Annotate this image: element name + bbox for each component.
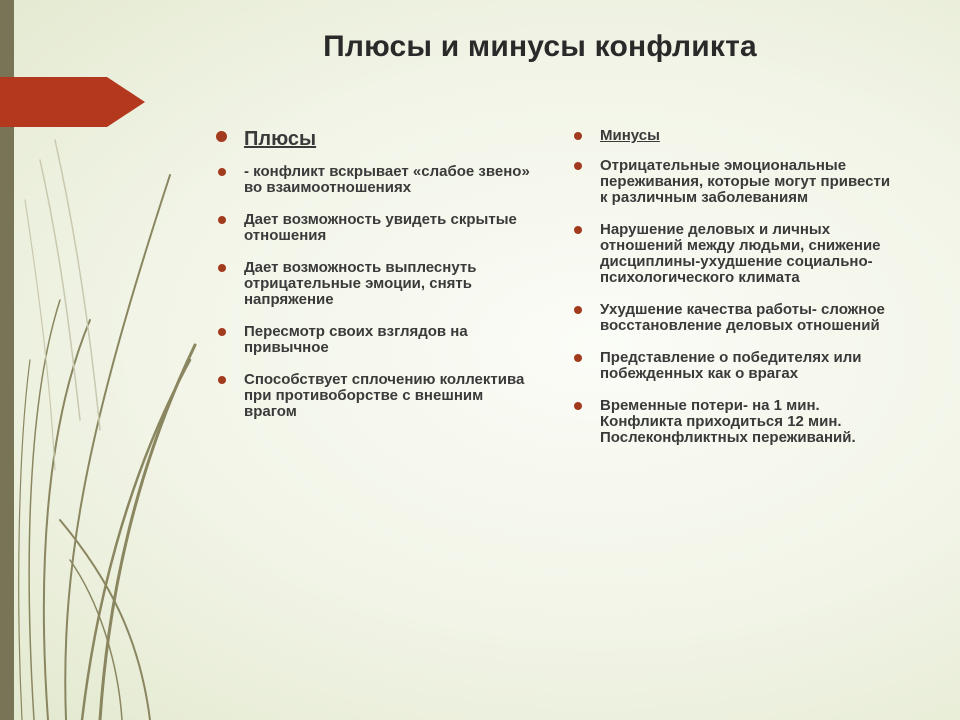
pros-heading-item [218,128,538,150]
bullet-icon [218,168,226,176]
pros-list-item [218,372,538,420]
cons-item-text: Нарушение деловых и личных отношений между людьми, снижение дисциплины-ухудшение социально-психологического климата [600,221,881,286]
pros-list [218,128,538,436]
grass-stroke [19,360,30,720]
bullet-icon [216,131,227,142]
cons-list-item [574,158,894,206]
bullet-icon [574,354,582,362]
grass-stroke [44,320,90,720]
cons-list-item [574,302,894,334]
bullet-icon [218,264,226,272]
grass-stroke [25,200,55,470]
cons-item-text: Ухудшение качества работы- сложное восстановление деловых отношений [600,301,885,334]
bullet-icon [574,162,582,170]
left-sidebar-bar [0,0,14,720]
bullet-icon [218,216,226,224]
cons-item-text: Временные потери- на 1 мин. Конфликта приходиться 12 мин. Послеконфликтных переживаний. [600,397,856,446]
red-arrow-banner [0,77,145,127]
bullet-icon [574,306,582,314]
cons-item-text: Отрицательные эмоциональные переживания, которые могут привести к различным заболеваниям [600,157,891,206]
pros-list-item [218,324,538,356]
bullet-icon [218,376,226,384]
grass-stroke [29,300,60,720]
grass-stroke [40,160,80,420]
cons-list [574,128,894,462]
pros-item-text: Пересмотр своих взглядов на привычное [244,323,468,356]
grass-stroke [55,140,100,430]
pros-list-item [218,212,538,244]
pros-item-text: Способствует сплочению коллектива при противоборстве с внешним врагом [244,371,525,420]
grass-stroke [82,360,190,720]
cons-item-text: Представление о победителях или побежденных как о врагах [600,349,862,382]
cons-list-item [574,222,894,286]
cons-list-item [574,398,894,446]
cons-list-item [574,350,894,382]
pros-item-text: Дает возможность увидеть скрытые отношения [244,211,517,244]
bullet-icon [574,402,582,410]
pros-item-text: Дает возможность выплеснуть отрицательные эмоции, снять напряжение [244,259,477,308]
bullet-icon [218,328,226,336]
pros-list-item [218,164,538,196]
cons-heading-item [574,128,894,144]
pros-list-item [218,260,538,308]
cons-heading: Минусы [600,127,660,144]
slide-title: Плюсы и минусы конфликта [323,30,757,63]
bullet-icon [574,132,582,140]
grass-stroke [100,345,195,720]
pros-heading: Плюсы [244,128,317,150]
grass-stroke [70,560,122,720]
bullet-icon [574,226,582,234]
pros-item-text: - конфликт вскрывает «слабое звено» во взаимоотношениях [244,163,530,196]
grass-stroke [65,175,170,720]
grass-stroke [60,520,150,720]
